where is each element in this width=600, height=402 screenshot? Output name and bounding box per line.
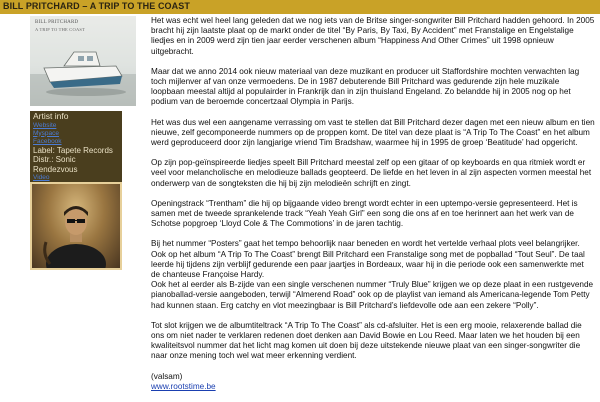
paragraph-6: Bij het nummer “Posters” gaat het tempo behoorlijk naar beneden en wordt het vertelde verhaal plots veel belangrijker. Ook op het album “A Trip To The Coast” brengt Bill Pritchard een Franstalige song met de popballad “Tout Seul”. De taal leerde hij tijdens zijn verblijf gedurende een paar jaartjes in Bordeaux, waar hij in die periode ook een samenwerkte met de chanteuse Françoise Hardy. Ook het al eerder als B-zijde van een single verschenen nummer “Truly Blue” krijgen we op deze plaat in een rustgevende pianoballad-versie aangeboden, terwijl “Almerend Road” ook op de playlist van iemand als Americana-legende Tom Petty had kunnen staan. Erg catchy en vlot meezingbaar is Bill Pritchard’s liefdevolle ode aan een zekere “Polly”.	[151, 239, 594, 310]
paragraph-7: Tot slot krijgen we de albumtiteltrack “A Trip To The Coast” als cd-afsluiter. Het is een erg mooie, relaxerende ballad die ons om niet nader te verklaren redenen doet denken aan David Bowie en Lou Reed. Maar laten we het houden bij een kwaliteitsvol nummer dat het licht mag komen uit doen bij deze uitstekende nieuwe plaat van een singer-songwriter die naar onze mening toch wel wat meer erkenning verdient.	[151, 320, 582, 361]
cover-album: A TRIP TO THE COAST	[35, 27, 86, 32]
artist-portrait	[32, 184, 120, 268]
paragraph-5: Openingstrack “Trentham” die hij op bijgaande video brengt wordt echter in een uptempo-versie gepresenteerd. Het is samen met de tweede sprankelende track “Yeah Yeah Girl” een song die ons af en toe herinnert aan het werk van de Schotse popgroep ‘Lloyd Cole & The Commotions’ in de jaren tachtig.	[151, 198, 578, 229]
distributor-text: Distr.: Sonic Rendezvous	[33, 155, 78, 174]
signature: (valsam)	[151, 371, 183, 381]
article-body	[151, 16, 595, 392]
paragraph-3: Het was dus wel een aangename verrassing om vast te stellen dat Bill Pritchard dezer dagen met een nieuw album en tien nieuwe, zelf gecomponeerde nummers op de proppen komt. De titel van deze plaat is “A Trip To The Coast” en het album werd geproduceerd door zijn langjarige vriend Tim Bradshaw, waarmee hij in 1995 de groep ‘Beatitude’ had opgericht.	[151, 117, 595, 148]
paragraph-2: Maar dat we anno 2014 ook nieuw materiaal van deze muzikant en producer uit Staffordshire mochten verwachten lag toch mijlenver af van onze vermoedens. De in 1987 debuterende Bill Pritchard was gedurende zijn hele muzikale loopbaan meestal altijd al populairder in Frankrijk dan in zijn thuisland Engeland. Zo belandde hij in 2005 nog op het podium van de beroemde concertzaal Olympia in Parijs.	[151, 66, 580, 107]
boat-illustration	[30, 16, 136, 106]
website-link[interactable]: Website	[33, 121, 57, 129]
facebook-link[interactable]: Facebook	[33, 137, 62, 145]
artist-photo	[30, 182, 122, 270]
cover-artist: BILL PRITCHARD	[35, 20, 79, 25]
page-title: BILL PRITCHARD – A TRIP TO THE COAST	[3, 1, 190, 11]
site-link[interactable]: www.rootstime.be	[151, 381, 216, 391]
label-text: Label: Tapete Records	[33, 145, 113, 155]
paragraph-1: Het was echt wel heel lang geleden dat we nog iets van de Britse singer-songwriter Bill Pritchard hadden gehoord. In 2005 bracht hij zijn laatste plaat op de markt onder de titel “By Paris, By Taxi, By Accident” met Franstalige en Engelstalige liedjes en in 2009 werd zijn tien jaar eerder verschenen album “Happiness And Other Crimes” uit 1998 opnieuw uitgebracht.	[151, 16, 595, 56]
artist-info-heading: Artist info	[33, 111, 69, 121]
artist-info-box	[30, 111, 122, 191]
album-cover	[30, 16, 136, 106]
paragraph-4: Op zijn pop-geïnspireerde liedjes speelt Bill Pritchard meestal zelf op een gitaar of op keyboards en qua ritmiek wordt er veel voor melancholische en melodieuze ballads geopteerd. De liefde en het leven in al zijn aspecten vormen meestal het onderwerp van de songteksten die hij bij zijn melodieën schrijft en zingt.	[151, 158, 592, 188]
myspace-link[interactable]: Myspace	[33, 129, 60, 137]
title-bar	[0, 0, 600, 14]
video-link[interactable]: Video	[33, 174, 50, 181]
